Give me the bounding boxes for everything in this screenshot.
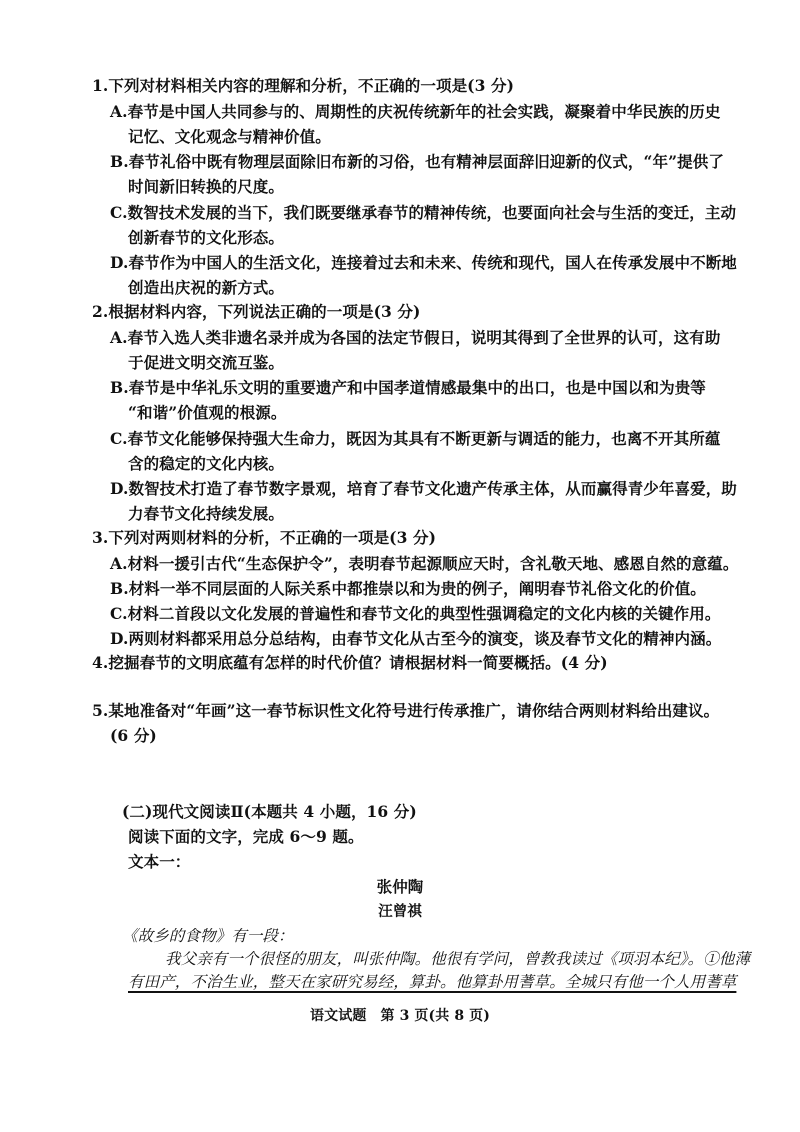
text-label: 文本一： [128, 852, 191, 871]
q3-option-d: D.两则材料都采用总分总结构，由春节文化从古至今的演变，谈及春节文化的精神内涵。 [110, 629, 722, 648]
page-footer: 语文试题 第 3 页(共 8 页) [310, 1008, 490, 1024]
q3-option-b: B.材料一举不同层面的人际关系中都推崇以和为贵的例子，阐明春节礼俗文化的价值。 [110, 579, 706, 598]
q1-option-a: A.春节是中国人共同参与的、周期性的庆祝传统新年的社会实践，凝聚着中华民族的历史 [110, 102, 721, 121]
section-instruction: 阅读下面的文字，完成 6～9 题。 [128, 827, 364, 846]
q4-stem: 4.挖掘春节的文明底蕴有怎样的时代价值？请根据材料一简要概括。(4 分) [92, 653, 608, 672]
q2-option-c-cont: 含的稳定的文化内核。 [128, 454, 285, 473]
q2-option-a: A.春节入选人类非遗名录并成为各国的法定节假日，说明其得到了全世界的认可，这有助 [110, 328, 721, 347]
q3-option-c: C.材料二首段以文化发展的普遍性和春节文化的典型性强调稳定的文化内核的关键作用。 [110, 604, 721, 623]
q2-option-b-cont: “和谐”价值观的根源。 [128, 403, 287, 422]
q5-stem-cont: (6 分) [110, 726, 157, 745]
q2-option-a-cont: 于促进文明交流互鉴。 [128, 353, 285, 372]
article-author: 汪曾祺 [378, 903, 422, 920]
q2-option-d: D.数智技术打造了春节数字景观，培育了春节文化遗产传承主体，从而赢得青少年喜爱，助 [110, 479, 737, 498]
q5-stem: 5.某地准备对“年画”这一春节标识性文化符号进行传承推广，请你结合两则材料给出建议。 [92, 701, 720, 720]
q1-option-b: B.春节礼俗中既有物理层面除旧布新的习俗，也有精神层面辞旧迎新的仪式，“年”提供了 [110, 152, 724, 171]
q2-stem: 2.根据材料内容，下列说法正确的一项是(3 分) [92, 302, 421, 321]
q3-stem: 3.下列对两则材料的分析，不正确的一项是(3 分) [92, 528, 437, 547]
q1-option-d-cont: 创造出庆祝的新方式。 [128, 278, 285, 297]
q2-option-b: B.春节是中华礼乐文明的重要遗产和中国孝道情感最集中的出口，也是中国以和为贵等 [110, 378, 706, 397]
q2-option-d-cont: 力春节文化持续发展。 [128, 504, 285, 523]
section-title: (二)现代文阅读Ⅱ(本题共 4 小题，16 分) [122, 802, 417, 821]
q1-option-c-cont: 创新春节的文化形态。 [128, 228, 285, 247]
q1-option-b-cont: 时间新旧转换的尺度。 [128, 177, 285, 196]
article-intro: 《故乡的食物》有一段： [122, 927, 294, 945]
article-paragraph-line1: 我父亲有一个很怪的朋友，叫张仲陶。他很有学问，曾教我读过《项羽本纪》。①他薄 [165, 950, 751, 968]
q1-stem: 1.下列对材料相关内容的理解和分析，不正确的一项是(3 分) [92, 76, 515, 95]
q1-option-c: C.数智技术发展的当下，我们既要继承春节的精神传统，也要面向社会与生活的变迁，主动 [110, 203, 737, 222]
article-title: 张仲陶 [376, 877, 424, 896]
q3-option-a: A.材料一援引古代“生态保护令”，表明春节起源顺应天时，含礼敬天地、感恩自然的意蕴。 [110, 554, 739, 573]
article-paragraph-line2: 有田产，不治生业，整天在家研究易经，算卦。他算卦用蓍草。全城只有他一个人用蓍草 [128, 973, 737, 991]
q2-option-c: C.春节文化能够保持强大生命力，既因为其具有不断更新与调适的能力，也离不开其所蕴 [110, 429, 721, 448]
q1-option-d: D.春节作为中国人的生活文化，连接着过去和未来、传统和现代，国人在传承发展中不断地 [110, 253, 737, 272]
q1-option-a-cont: 记忆、文化观念与精神价值。 [128, 127, 331, 146]
